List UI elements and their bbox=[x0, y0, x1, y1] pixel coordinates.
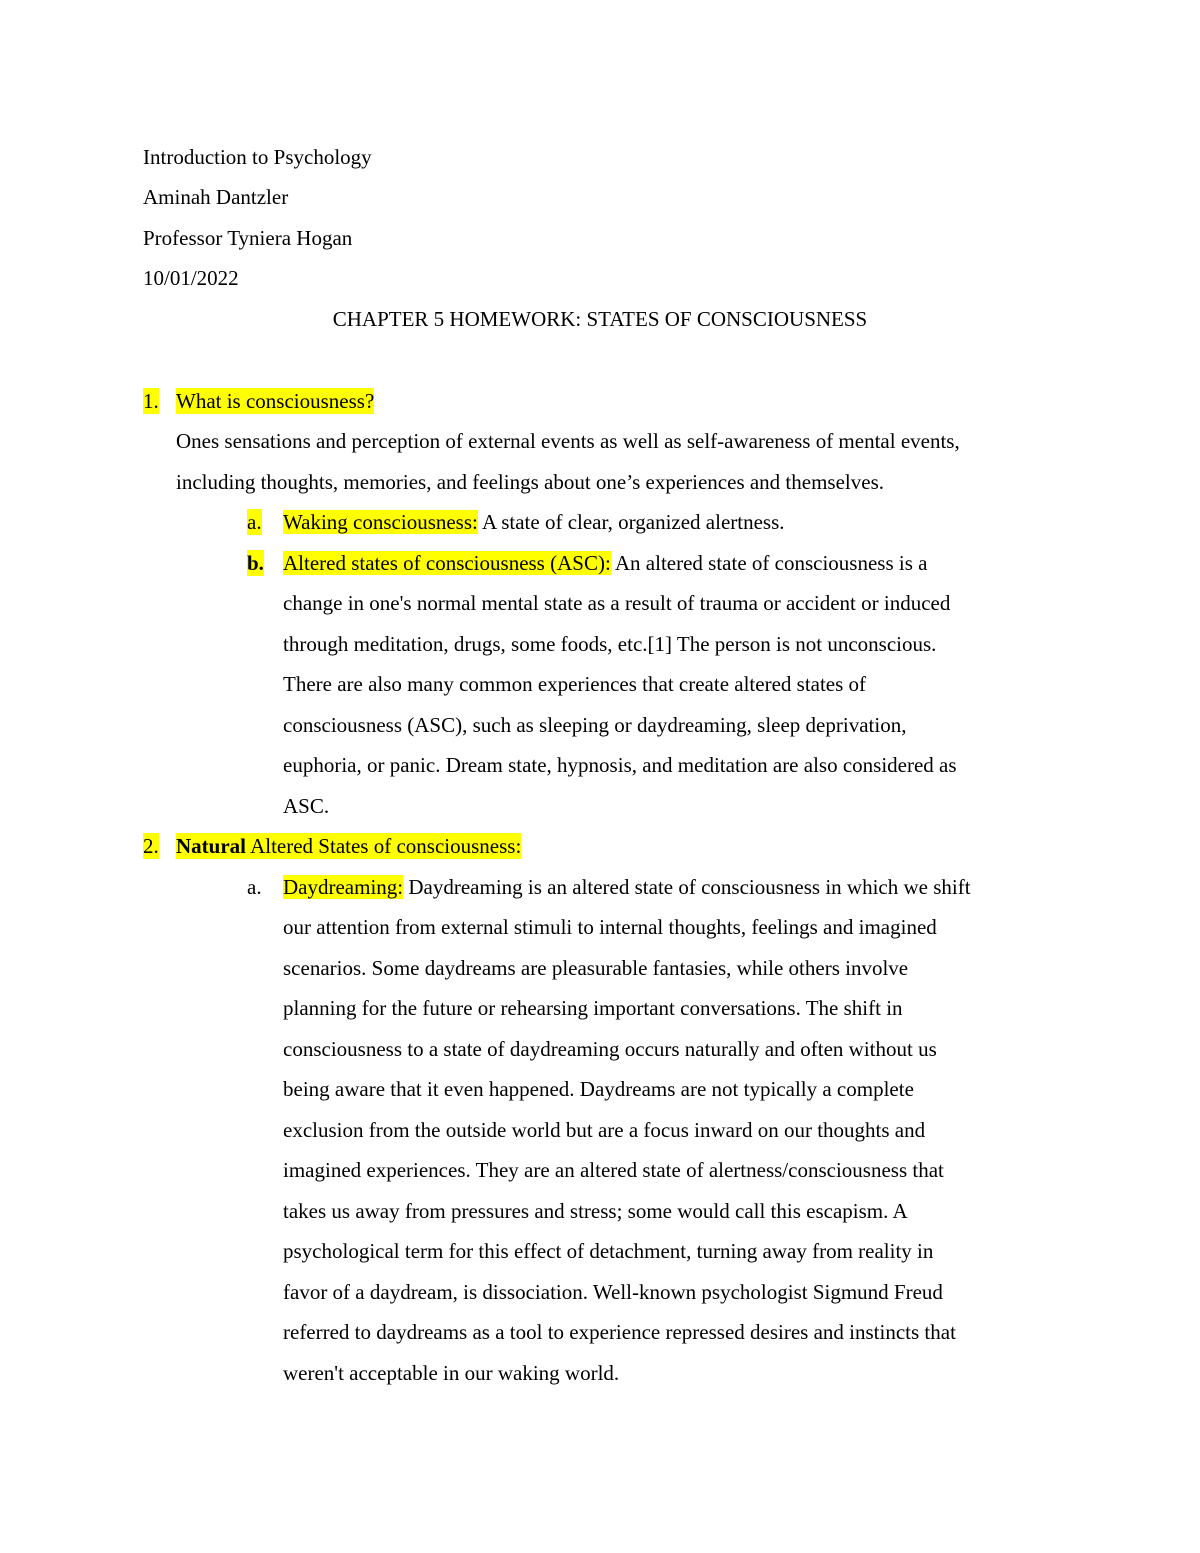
q1-question: What is consciousness? bbox=[176, 389, 375, 413]
q1b-line: through meditation, drugs, some foods, etc.[1] The person is not unconscious. bbox=[283, 632, 937, 656]
q2a-first-line bbox=[283, 874, 971, 900]
q2a-line: planning for the future or rehearsing important conversations. The shift in bbox=[283, 996, 903, 1020]
q2a-line: psychological term for this effect of detachment, turning away from reality in bbox=[283, 1239, 934, 1263]
q1a-term: Waking consciousness: bbox=[283, 510, 478, 534]
course-name: Introduction to Psychology bbox=[143, 145, 372, 169]
q2a-line: takes us away from pressures and stress; some would call this escapism. A bbox=[283, 1199, 908, 1223]
student-name: Aminah Dantzler bbox=[143, 185, 289, 209]
document-title: CHAPTER 5 HOMEWORK: STATES OF CONSCIOUSNESS bbox=[332, 307, 868, 331]
q2-number: 2. bbox=[143, 834, 159, 858]
professor-name: Professor Tyniera Hogan bbox=[143, 226, 353, 250]
q1b-marker: b. bbox=[247, 551, 264, 575]
q1a-line bbox=[283, 509, 785, 535]
q2a-line: scenarios. Some daydreams are pleasurable fantasies, while others involve bbox=[283, 956, 909, 980]
q2a-line: our attention from external stimuli to internal thoughts, feelings and imagined bbox=[283, 915, 937, 939]
q1b-line: There are also many common experiences that create altered states of bbox=[283, 672, 867, 696]
q1-answer-line-1: Ones sensations and perception of external events as well as self-awareness of mental events, bbox=[176, 429, 960, 453]
q2a-line: referred to daydreams as a tool to experience repressed desires and instincts that bbox=[283, 1320, 956, 1344]
q1-number: 1. bbox=[143, 389, 159, 413]
q1b-line: ASC. bbox=[283, 794, 330, 818]
q2-bold-word: Natural bbox=[176, 834, 246, 858]
q1b-line: consciousness (ASC), such as sleeping or daydreaming, sleep deprivation, bbox=[283, 713, 907, 737]
q1b-term: Altered states of consciousness (ASC): bbox=[283, 551, 611, 575]
q1b-line: change in one's normal mental state as a result of trauma or accident or induced bbox=[283, 591, 951, 615]
q1b-first-line-rest: An altered state of consciousness is a bbox=[610, 551, 928, 575]
q2a-line: consciousness to a state of daydreaming occurs naturally and often without us bbox=[283, 1037, 937, 1061]
q2-heading-rest: Altered States of consciousness: bbox=[246, 834, 522, 858]
q2a-term: Daydreaming: bbox=[283, 875, 404, 899]
q2a-marker: a. bbox=[247, 875, 262, 899]
q1a-text: A state of clear, organized alertness. bbox=[477, 510, 785, 534]
q2a-line: being aware that it even happened. Daydreams are not typically a complete bbox=[283, 1077, 914, 1101]
q2-heading bbox=[176, 833, 521, 859]
q2a-first-line-rest: Daydreaming is an altered state of consciousness in which we shift bbox=[403, 875, 971, 899]
q2a-line: weren't acceptable in our waking world. bbox=[283, 1361, 620, 1385]
q2a-line: exclusion from the outside world but are a focus inward on our thoughts and bbox=[283, 1118, 926, 1142]
q2a-line: favor of a daydream, is dissociation. Well-known psychologist Sigmund Freud bbox=[283, 1280, 943, 1304]
q1b-first-line bbox=[283, 550, 927, 576]
q1b-line: euphoria, or panic. Dream state, hypnosis, and meditation are also considered as bbox=[283, 753, 957, 777]
q1a-marker: a. bbox=[247, 510, 262, 534]
q2a-line: imagined experiences. They are an altered state of alertness/consciousness that bbox=[283, 1158, 944, 1182]
q1-answer-line-2: including thoughts, memories, and feelings about one’s experiences and themselves. bbox=[176, 470, 884, 494]
submission-date: 10/01/2022 bbox=[143, 266, 239, 290]
